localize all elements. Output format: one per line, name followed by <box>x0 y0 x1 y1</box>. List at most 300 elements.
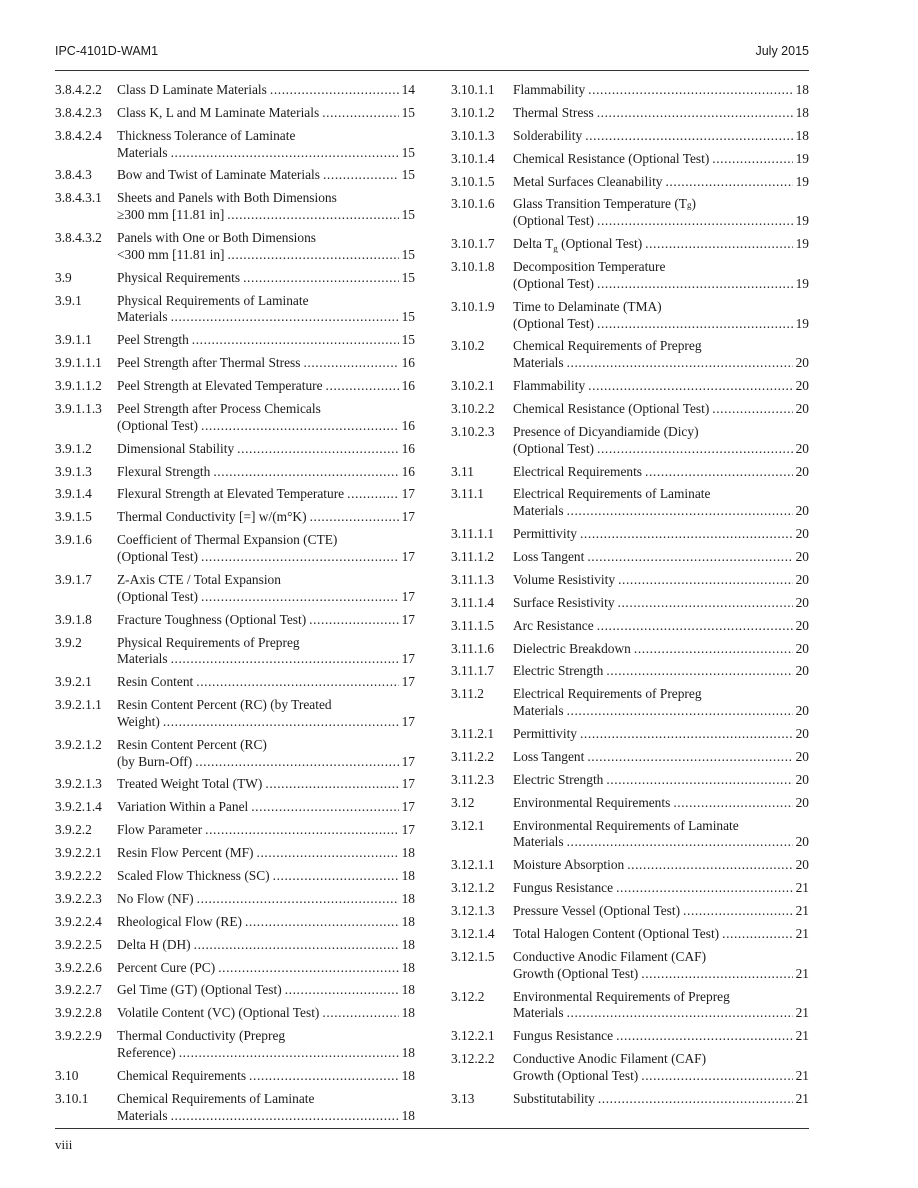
page-ref: 21 <box>795 1028 809 1044</box>
toc-entry <box>55 441 415 458</box>
entry-last-line <box>513 834 809 851</box>
dot-leader <box>645 236 792 253</box>
page-ref: 19 <box>795 315 809 331</box>
toc-entry <box>451 595 809 612</box>
entry-body <box>117 612 415 629</box>
entry-body <box>513 726 809 743</box>
title-text: Growth (Optional Test) <box>513 1067 639 1083</box>
toc-entry <box>451 196 809 230</box>
toc-entry <box>55 1005 415 1022</box>
title-text: Loss Tangent <box>513 549 585 565</box>
section-number: 3.11.1.1 <box>451 526 495 542</box>
section-number: 3.9.1.5 <box>55 509 92 525</box>
entry-title-line <box>513 1051 809 1068</box>
entry-last-line <box>513 378 809 395</box>
section-number: 3.12.2.1 <box>451 1028 495 1044</box>
entry-title-line <box>513 424 809 441</box>
page-ref: 17 <box>401 776 415 792</box>
entry-last-line <box>117 589 415 606</box>
section-number: 3.9.2.2.8 <box>55 1005 102 1021</box>
entry-last-line <box>117 332 415 349</box>
footer-rule <box>55 1128 809 1129</box>
dot-leader <box>201 418 399 435</box>
entry-last-line <box>117 82 415 99</box>
section-number: 3.11.1.6 <box>451 640 495 656</box>
entry-body <box>117 891 415 908</box>
section-number: 3.12 <box>451 794 475 810</box>
section-number: 3.9.1.6 <box>55 532 92 548</box>
title-text: Volatile Content (VC) (Optional Test) <box>117 1005 320 1021</box>
page-ref: 20 <box>795 834 809 850</box>
entry-last-line <box>513 236 809 253</box>
dot-leader <box>606 772 792 789</box>
section-number: 3.11.1.3 <box>451 571 495 587</box>
section-number: 3.8.4.2.3 <box>55 104 102 120</box>
section-number: 3.10.1.4 <box>451 150 495 166</box>
page-ref: 18 <box>401 1067 415 1083</box>
section-number: 3.10.1.2 <box>451 104 495 120</box>
entry-body <box>117 332 415 349</box>
entry-body <box>513 749 809 766</box>
section-number: 3.9.1.8 <box>55 611 92 627</box>
entry-body <box>513 259 809 293</box>
entry-body <box>513 903 809 920</box>
dot-leader <box>205 822 398 839</box>
title-text: Thermal Conductivity (Prepreg <box>117 1028 286 1044</box>
title-text: Materials <box>513 355 564 371</box>
entry-last-line <box>117 167 415 184</box>
section-number: 3.9.1.2 <box>55 440 92 456</box>
section-number: 3.9.2.2.3 <box>55 890 102 906</box>
dot-leader <box>201 549 399 566</box>
page-ref: 17 <box>401 799 415 815</box>
dot-leader <box>618 572 793 589</box>
title-text: Delta H (DH) <box>117 936 191 952</box>
title-text: Fungus Resistance <box>513 880 614 896</box>
entry-body <box>117 868 415 885</box>
entry-last-line <box>117 464 415 481</box>
page-ref: 18 <box>401 1045 415 1061</box>
entry-title-line <box>117 737 415 754</box>
title-text: Physical Requirements of Prepreg <box>117 634 300 650</box>
entry-body <box>117 1068 415 1085</box>
entry-body <box>117 230 415 264</box>
title-text: Environmental Requirements of Laminate <box>513 817 739 833</box>
page-ref: 17 <box>401 753 415 769</box>
toc-entry <box>451 128 809 145</box>
page-ref: 17 <box>401 509 415 525</box>
dot-leader <box>627 857 792 874</box>
toc-entry <box>451 1051 809 1085</box>
page-ref: 20 <box>795 440 809 456</box>
title-text: Total Halogen Content (Optional Test) <box>513 925 720 941</box>
section-number: 3.9.1.4 <box>55 486 92 502</box>
section-number: 3.8.4.3.2 <box>55 230 102 246</box>
page-ref: 21 <box>795 903 809 919</box>
dot-leader <box>597 213 793 230</box>
document-id: IPC-4101D-WAM1 <box>55 44 159 58</box>
toc-entry <box>451 795 809 812</box>
title-text: (by Burn-Off) <box>117 753 193 769</box>
page-ref: 20 <box>795 549 809 565</box>
title-text: Peel Strength after Process Chemicals <box>117 400 321 416</box>
toc-entry <box>55 868 415 885</box>
dot-leader <box>618 595 793 612</box>
entry-last-line <box>513 549 809 566</box>
dot-leader <box>194 937 399 954</box>
document-date: July 2015 <box>755 44 809 58</box>
entry-last-line <box>117 486 415 503</box>
title-text: Panels with One or Both Dimensions <box>117 230 316 246</box>
title-text: Permittivity <box>513 726 577 742</box>
dot-leader <box>227 247 398 264</box>
title-text: Materials <box>117 309 168 325</box>
page-ref: 17 <box>401 674 415 690</box>
entry-body <box>117 1005 415 1022</box>
entry-title-line <box>513 818 809 835</box>
entry-body <box>513 82 809 99</box>
entry-body <box>117 674 415 691</box>
entry-body <box>513 1051 809 1085</box>
entry-title-line <box>513 299 809 316</box>
entry-last-line <box>117 378 415 395</box>
title-text: Delta T <box>513 236 554 252</box>
entry-title-line <box>117 128 415 145</box>
dot-leader <box>196 674 398 691</box>
entry-last-line <box>513 213 809 230</box>
toc-entry <box>451 549 809 566</box>
entry-body <box>513 105 809 122</box>
title-text <box>513 236 642 253</box>
toc-entry <box>55 190 415 224</box>
section-number: 3.9.1.3 <box>55 463 92 479</box>
title-text: Z-Axis CTE / Total Expansion <box>117 571 281 587</box>
title-text: Surface Resistivity <box>513 594 615 610</box>
title-text: <300 mm [11.81 in] <box>117 246 225 262</box>
entry-last-line <box>117 1005 415 1022</box>
entry-last-line <box>117 355 415 372</box>
toc-entry <box>55 128 415 162</box>
toc-entry <box>55 464 415 481</box>
entry-last-line <box>513 441 809 458</box>
dot-leader <box>218 960 398 977</box>
section-number: 3.9.2 <box>55 634 82 650</box>
entry-body <box>513 338 809 372</box>
toc-entry <box>55 378 415 395</box>
entry-body <box>117 960 415 977</box>
title-text: Physical Requirements <box>117 269 241 285</box>
title-text: Dimensional Stability <box>117 440 235 456</box>
title-text: Fracture Toughness (Optional Test) <box>117 611 307 627</box>
toc-entry <box>451 464 809 481</box>
entry-body <box>513 818 809 852</box>
entry-last-line <box>513 966 809 983</box>
dot-leader <box>251 799 398 816</box>
section-number: 3.12.2 <box>451 988 485 1004</box>
toc-entry <box>55 960 415 977</box>
page-ref: 19 <box>795 173 809 189</box>
entry-last-line <box>117 1045 415 1062</box>
entry-body <box>117 532 415 566</box>
dot-leader <box>645 464 793 481</box>
toc-entry <box>55 822 415 839</box>
section-number: 3.10.1.1 <box>451 82 495 97</box>
entry-last-line <box>117 105 415 122</box>
dot-leader <box>616 880 793 897</box>
entry-last-line <box>513 464 809 481</box>
section-number: 3.12.1.1 <box>451 857 495 873</box>
entry-title-line <box>117 1091 415 1108</box>
page-ref: 18 <box>401 982 415 998</box>
entry-last-line <box>117 960 415 977</box>
title-text: Electrical Requirements <box>513 463 643 479</box>
entry-last-line <box>513 503 809 520</box>
section-number: 3.10 <box>55 1067 79 1083</box>
title-text: Conductive Anodic Filament (CAF) <box>513 948 707 964</box>
toc-entry <box>55 332 415 349</box>
toc-entry <box>451 1028 809 1045</box>
entry-last-line <box>117 549 415 566</box>
entry-body <box>513 378 809 395</box>
entry-title-line <box>513 259 809 276</box>
toc-entry <box>55 982 415 999</box>
title-text: Flow Parameter <box>117 822 203 838</box>
title-text: ) <box>691 196 696 212</box>
toc-entry <box>55 167 415 184</box>
entry-title-line <box>117 230 415 247</box>
section-number: 3.10.2.1 <box>451 378 495 394</box>
page-ref: 21 <box>795 965 809 981</box>
title-text: Growth (Optional Test) <box>513 965 639 981</box>
entry-last-line <box>513 526 809 543</box>
entry-body <box>117 509 415 526</box>
entry-body <box>117 293 415 327</box>
section-number: 3.11.1.5 <box>451 617 495 633</box>
section-number: 3.8.4.2.4 <box>55 127 102 143</box>
dot-leader <box>641 966 792 983</box>
dot-leader <box>237 441 398 458</box>
dot-leader <box>326 378 399 395</box>
entry-title-line <box>513 486 809 503</box>
toc-entry <box>55 486 415 503</box>
dot-leader <box>722 926 792 943</box>
section-number: 3.9.2.2.2 <box>55 868 102 884</box>
toc-entry <box>55 776 415 793</box>
entry-last-line <box>117 714 415 731</box>
title-text: Chemical Requirements <box>117 1067 247 1083</box>
entry-last-line <box>513 663 809 680</box>
title-text: Electrical Requirements of Prepreg <box>513 686 702 702</box>
page-ref: 18 <box>401 936 415 952</box>
entry-body <box>117 845 415 862</box>
section-number: 3.12.1.5 <box>451 948 495 964</box>
dot-leader <box>347 486 398 503</box>
dot-leader <box>309 612 398 629</box>
dot-leader <box>567 1005 793 1022</box>
page-ref: 16 <box>401 463 415 479</box>
entry-body <box>513 1091 809 1108</box>
page-ref: 16 <box>401 355 415 371</box>
section-number: 3.9.2.1 <box>55 674 92 690</box>
section-number: 3.11 <box>451 463 474 479</box>
page-ref: 19 <box>795 213 809 229</box>
title-text: Chemical Requirements of Prepreg <box>513 338 702 354</box>
dot-leader <box>310 509 399 526</box>
entry-last-line <box>117 1108 415 1125</box>
toc-entry <box>451 1091 809 1108</box>
page-ref: 18 <box>795 104 809 120</box>
title-text: Flammability <box>513 82 586 97</box>
toc-entry <box>451 401 809 418</box>
entry-title-line <box>513 989 809 1006</box>
dot-leader <box>303 355 398 372</box>
section-number: 3.9.2.1.2 <box>55 736 102 752</box>
header-rule <box>55 70 809 71</box>
entry-body <box>117 937 415 954</box>
toc-entry <box>55 845 415 862</box>
page-ref: 15 <box>401 144 415 160</box>
title-text: Materials <box>513 1005 564 1021</box>
page-ref: 20 <box>795 526 809 542</box>
toc-entry <box>451 236 809 253</box>
section-number: 3.12.2.2 <box>451 1051 495 1067</box>
entry-last-line <box>513 903 809 920</box>
dot-leader <box>587 749 792 766</box>
entry-last-line <box>117 799 415 816</box>
title-text: Solderability <box>513 127 583 143</box>
section-number: 3.9.1.1.1 <box>55 355 102 371</box>
title-text: Variation Within a Panel <box>117 799 249 815</box>
entry-last-line <box>513 795 809 812</box>
title-text: Pressure Vessel (Optional Test) <box>513 903 681 919</box>
title-text: Bow and Twist of Laminate Materials <box>117 167 320 183</box>
toc-entry <box>55 270 415 287</box>
title-text: Physical Requirements of Laminate <box>117 292 309 308</box>
section-number: 3.9.1.1.2 <box>55 378 102 394</box>
dot-leader <box>323 167 399 184</box>
entry-last-line <box>513 1005 809 1022</box>
section-number: 3.9.1.1 <box>55 332 92 348</box>
entry-body <box>117 635 415 669</box>
toc-entry <box>55 612 415 629</box>
dot-leader <box>285 982 399 999</box>
entry-body <box>513 618 809 635</box>
title-text: Moisture Absorption <box>513 857 625 873</box>
entry-body <box>117 128 415 162</box>
entry-body <box>117 190 415 224</box>
entry-last-line <box>513 772 809 789</box>
entry-title-line <box>117 572 415 589</box>
entry-body <box>117 737 415 771</box>
entry-body <box>117 355 415 372</box>
title-text: Electric Strength <box>513 663 604 679</box>
entry-body <box>513 549 809 566</box>
page-ref: 20 <box>795 663 809 679</box>
toc-entry <box>55 1091 415 1125</box>
section-number: 3.9.2.2 <box>55 822 92 838</box>
entry-body <box>513 795 809 812</box>
toc-entry <box>55 532 415 566</box>
title-text: Flexural Strength <box>117 463 211 479</box>
page-ref: 21 <box>795 1090 809 1106</box>
entry-body <box>513 128 809 145</box>
section-number: 3.8.4.3 <box>55 167 92 183</box>
page-ref: 18 <box>795 127 809 143</box>
title-text: Flammability <box>513 378 586 394</box>
title-text: Thermal Stress <box>513 104 594 120</box>
entry-body <box>513 174 809 191</box>
page-ref: 20 <box>795 400 809 416</box>
entry-last-line <box>117 776 415 793</box>
entry-last-line <box>513 355 809 372</box>
title-text: Volume Resistivity <box>513 571 616 587</box>
dot-leader <box>179 1045 399 1062</box>
toc-entry <box>451 686 809 720</box>
title-text: Chemical Resistance (Optional Test) <box>513 150 710 166</box>
title-text: Thickness Tolerance of Laminate <box>117 127 296 143</box>
toc-column-left <box>55 82 415 1131</box>
title-text: Decomposition Temperature <box>513 259 666 275</box>
page-ref: 15 <box>401 104 415 120</box>
entry-body <box>117 464 415 481</box>
dot-leader <box>192 332 399 349</box>
dot-leader <box>641 1068 792 1085</box>
title-text: Peel Strength at Elevated Temperature <box>117 378 323 394</box>
entry-last-line <box>117 509 415 526</box>
title-text: Gel Time (GT) (Optional Test) <box>117 982 282 998</box>
dot-leader <box>227 207 398 224</box>
title-text: Reference) <box>117 1045 176 1061</box>
page-ref: 19 <box>795 150 809 166</box>
entry-last-line <box>513 82 809 99</box>
entry-body <box>117 697 415 731</box>
title-text: Rheological Flow (RE) <box>117 913 242 929</box>
entry-last-line <box>117 914 415 931</box>
dot-leader <box>171 309 399 326</box>
entry-body <box>117 401 415 435</box>
entry-body <box>513 236 809 253</box>
page-ref: 16 <box>401 440 415 456</box>
dot-leader <box>322 1005 398 1022</box>
entry-last-line <box>117 754 415 771</box>
entry-body <box>513 299 809 333</box>
dot-leader <box>273 868 399 885</box>
toc-entry <box>451 174 809 191</box>
page-ref: 20 <box>795 794 809 810</box>
toc-entry <box>55 674 415 691</box>
title-text: Weight) <box>117 713 160 729</box>
toc-entry <box>451 818 809 852</box>
entry-last-line <box>513 641 809 658</box>
title-text: Resin Content Percent (RC) (by Treated <box>117 697 332 713</box>
toc-entry <box>451 82 809 99</box>
toc-entry <box>451 151 809 168</box>
title-text: Conductive Anodic Filament (CAF) <box>513 1051 707 1067</box>
entry-body <box>513 526 809 543</box>
entry-last-line <box>513 726 809 743</box>
page-ref: 17 <box>401 486 415 502</box>
page-ref: 21 <box>795 1005 809 1021</box>
title-text: (Optional Test) <box>117 417 199 433</box>
entry-body <box>513 464 809 481</box>
dot-leader <box>171 145 399 162</box>
toc-entry <box>55 1068 415 1085</box>
page-ref: 17 <box>401 651 415 667</box>
dot-leader <box>597 441 793 458</box>
dot-leader <box>567 503 793 520</box>
toc-entry <box>451 857 809 874</box>
title-text: (Optional Test) <box>513 275 595 291</box>
